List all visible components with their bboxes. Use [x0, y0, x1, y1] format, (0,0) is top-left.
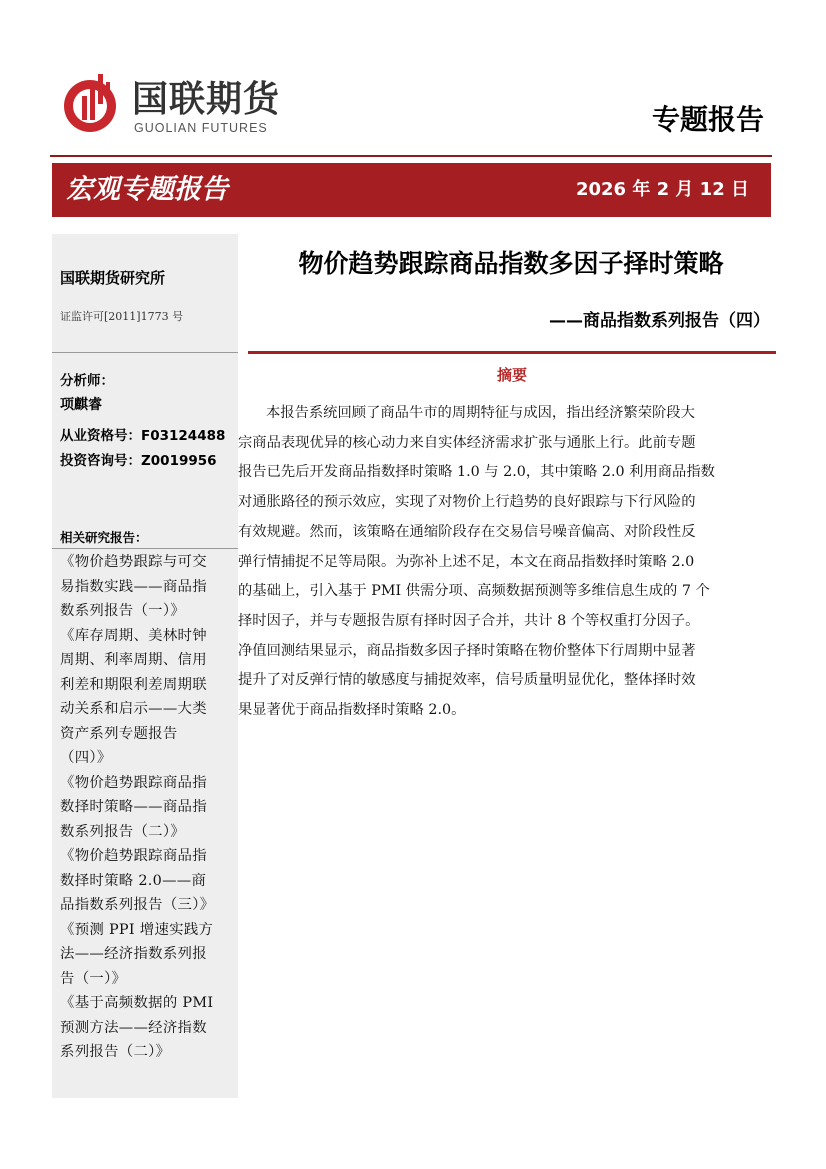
abstract-heading: 摘要	[496, 366, 527, 384]
consulting-number: 投资咨询号：Z0019956	[60, 453, 217, 469]
qualification-number: 从业资格号：F03124488	[60, 428, 226, 444]
institution-name: 国联期货研究所	[60, 269, 166, 287]
guolian-logo-icon	[60, 70, 124, 134]
related-reports-label: 相关研究报告：	[60, 530, 148, 545]
related-report-line: 《物价趋势跟踪与可交	[60, 554, 207, 570]
related-report-line: 利差和期限利差周期联	[60, 676, 207, 693]
related-report-line: 易指数实践——商品指	[60, 578, 207, 595]
related-report-line: 周期、利率周期、信用	[60, 652, 207, 668]
analyst-name: 项麒睿	[60, 397, 102, 413]
abstract-body	[238, 399, 778, 726]
abstract-line: 果显著优于商品指数择时策略 2.0。	[238, 702, 466, 719]
logo-wordmark-cn: 国联期货	[132, 79, 281, 120]
related-report-line: 数择时策略 2.0——商	[60, 872, 207, 889]
related-report-line: 资产系列专题报告	[60, 725, 178, 742]
abstract-line: 对通胀路径的预示效应，实现了对物价上行趋势的良好跟踪与下行风险的	[238, 494, 696, 511]
related-report-line: 《基于高频数据的 PMI	[60, 995, 214, 1011]
abstract-line: 本报告系统回顾了商品牛市的周期特征与成因，指出经济繁荣阶段大	[266, 405, 695, 421]
banner-title: 宏观专题报告	[66, 174, 228, 205]
category-banner	[52, 163, 771, 217]
related-reports-list	[60, 550, 234, 1065]
license-number: 证监许可[2011]1773 号	[60, 310, 184, 323]
abstract-line: 宗商品表现优异的核心动力来自实体经济需求扩张与通胀上行。此前专题	[238, 434, 696, 451]
related-report-line: 预测方法——经济指数	[60, 1019, 207, 1036]
title-divider	[248, 351, 776, 354]
analyst-label: 分析师：	[60, 373, 114, 389]
related-report-line: （四）》	[60, 750, 112, 766]
related-report-line: 数择时策略——商品指	[60, 799, 207, 815]
sidebar	[52, 234, 238, 1098]
abstract-line: 弹行情捕捉不足等局限。为弥补上述不足，本文在商品指数择时策略 2.0	[238, 553, 695, 570]
related-report-line: 《库存周期、美林时钟	[60, 627, 207, 644]
sidebar-divider	[52, 352, 238, 353]
abstract-line: 的基础上，引入基于 PMI 供需分项、高频数据预测等多维信息生成的 7 个	[238, 583, 710, 600]
abstract-line: 有效规避。然而，该策略在通缩阶段存在交易信号噪音偏高、对阶段性反	[238, 523, 696, 540]
related-report-line: 法——经济指数系列报	[60, 946, 207, 962]
abstract-line: 择时因子，并与专题报告原有择时因子合并，共计 8 个等权重打分因子。	[238, 612, 700, 629]
related-report-line: 品指数系列报告（三）》	[60, 897, 215, 913]
related-report-line: 《物价趋势跟踪商品指	[60, 774, 207, 791]
sidebar-divider	[52, 548, 238, 549]
logo-wordmark-en: GUOLIAN FUTURES	[134, 121, 268, 135]
header-divider	[50, 155, 772, 157]
report-title: 物价趋势跟踪商品指数多因子择时策略	[298, 249, 724, 278]
related-report-line: 动关系和启示——大类	[60, 701, 207, 717]
related-report-line: 《物价趋势跟踪商品指	[60, 848, 207, 864]
report-type-label: 专题报告	[651, 103, 764, 136]
related-report-line: 数系列报告（一）》	[60, 603, 186, 619]
related-report-line: 告（一）》	[60, 970, 127, 987]
related-report-line: 系列报告（二）》	[60, 1044, 171, 1060]
report-date: 2026 年 2 月 12 日	[575, 179, 749, 200]
report-subtitle: ——商品指数系列报告（四）	[549, 311, 770, 331]
related-report-line: 数系列报告（二）》	[60, 823, 186, 840]
abstract-line: 提升了对反弹行情的敏感度与捕捉效率，信号质量明显优化，整体择时效	[238, 672, 696, 689]
related-report-line: 《预测 PPI 增速实践方	[60, 921, 214, 938]
abstract-line: 报告已先后开发商品指数择时策略 1.0 与 2.0，其中策略 2.0 利用商品指数	[238, 464, 715, 481]
abstract-line: 净值回测结果显示，商品指数多因子择时策略在物价整体下行周期中显著	[238, 642, 696, 659]
